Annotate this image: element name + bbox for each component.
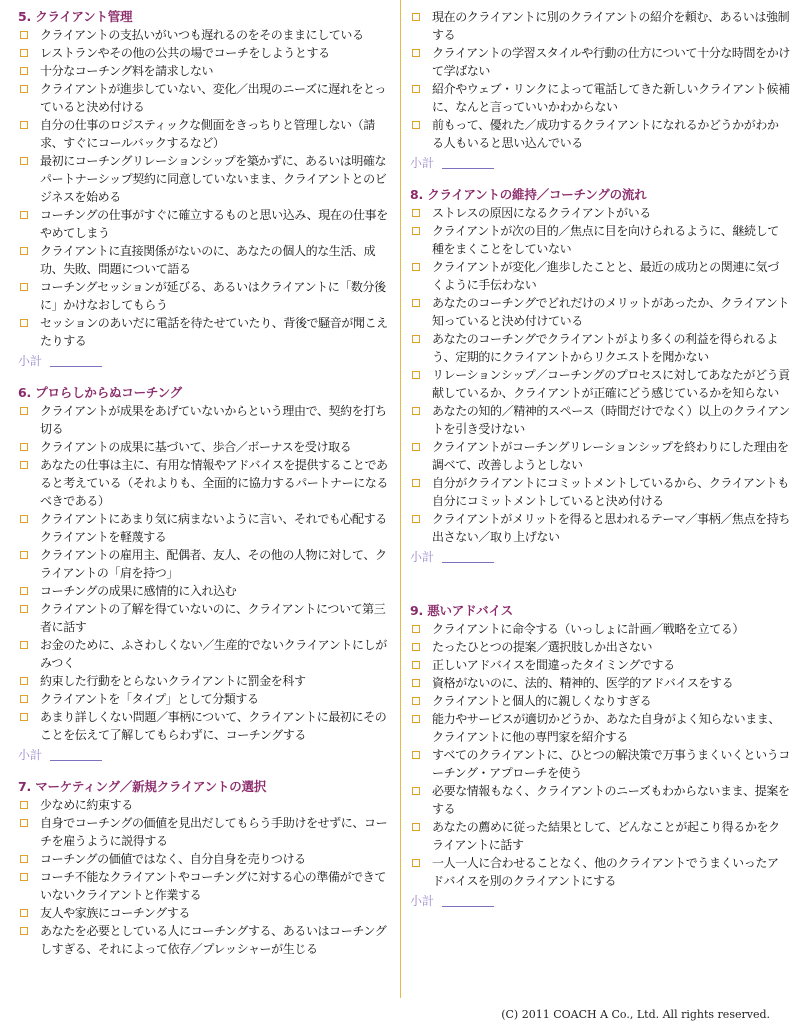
item-text: コーチ不能なクライアントやコーチングに対する心の準備ができていないクライアントと作業する (40, 870, 386, 902)
checklist-item (410, 80, 790, 116)
checklist (410, 620, 790, 890)
checkbox-icon[interactable] (412, 479, 420, 487)
checklist (18, 26, 396, 350)
item-text: コーチングの価値ではなく、自分自身を売りつける (40, 852, 306, 866)
checkbox-icon[interactable] (20, 461, 28, 469)
checkbox-icon[interactable] (20, 121, 28, 129)
checklist (410, 204, 790, 546)
checkbox-icon[interactable] (412, 625, 420, 633)
checkbox-icon[interactable] (20, 855, 28, 863)
checkbox-icon[interactable] (20, 927, 28, 935)
checklist-item (410, 44, 790, 80)
checkbox-icon[interactable] (20, 85, 28, 93)
subtotal-label: 小計 (18, 748, 43, 762)
item-text: クライアントと個人的に親しくなりすぎる (432, 694, 652, 708)
checklist-item (410, 638, 790, 656)
item-text: たったひとつの提案／選択肢しか出さない (432, 640, 653, 654)
section-8 (410, 186, 790, 566)
checkbox-icon[interactable] (412, 227, 420, 235)
section-title: 9. 悪いアドバイス (410, 603, 513, 618)
item-text: コーチングセッションが延びる、あるいはクライアントに「数分後に」かけなおしてもらう (40, 280, 386, 312)
item-text: 自分がクライアントにコミットメントしているから、クライアントも自分にコミットメントしていると決め付ける (432, 476, 789, 508)
item-text: クライアントが成果をあげていないからという理由で、契約を打ち切る (40, 404, 387, 436)
checkbox-icon[interactable] (412, 515, 420, 523)
checkbox-icon[interactable] (20, 695, 28, 703)
checklist-item (18, 672, 396, 690)
checkbox-icon[interactable] (412, 13, 420, 21)
checkbox-icon[interactable] (412, 443, 420, 451)
copyright: (C) 2011 COACH A Co., Ltd. All rights reserved. (501, 1008, 770, 1021)
subtotal-label: 小計 (410, 156, 435, 170)
checklist-item (410, 8, 790, 44)
item-text: コーチングの仕事がすぐに確立するものと思い込み、現在の仕事をやめてしまう (40, 208, 388, 240)
item-text: 十分なコーチング料を請求しない (40, 64, 214, 78)
checklist-item (18, 152, 396, 206)
subtotal-blank[interactable] (442, 168, 494, 169)
section-7-continued (410, 8, 790, 172)
section-title: 7. マーケティング／新規クライアントの選択 (18, 779, 267, 794)
item-text: あなたの薦めに従った結果として、どんなことが起こり得るかをクライアントに話す (432, 820, 780, 852)
subtotal-row (410, 892, 790, 910)
checkbox-icon[interactable] (20, 641, 28, 649)
checklist-item (18, 44, 396, 62)
checklist (18, 796, 396, 958)
checklist-item (410, 854, 790, 890)
checklist-item (410, 620, 790, 638)
item-text: クライアントの学習スタイルや行動の仕方について十分な時間をかけて学ばない (432, 46, 790, 78)
checklist-item (18, 402, 396, 438)
item-text: クライアントにあまり気に病まないように言い、それでも心配するクライアントを軽蔑する (40, 512, 387, 544)
checkbox-icon[interactable] (412, 715, 420, 723)
subtotal-row (18, 746, 396, 764)
subtotal-label: 小計 (410, 894, 435, 908)
subtotal-row (18, 352, 396, 370)
subtotal-blank[interactable] (50, 760, 102, 761)
section-5 (18, 8, 396, 370)
checklist-item (410, 510, 790, 546)
checklist (410, 8, 790, 152)
checklist-item (410, 818, 790, 854)
subtotal-label: 小計 (18, 354, 43, 368)
checklist-item (18, 814, 396, 850)
item-text: クライアントの支払いがいつも遅れるのをそのままにしている (40, 28, 364, 42)
checkbox-icon[interactable] (20, 443, 28, 451)
subtotal-label: 小計 (410, 550, 435, 564)
item-text: あなたのコーチングでクライアントがより多くの利益を得られるよう、定期的にクライアントからリクエストを聞かない (432, 332, 778, 364)
checkbox-icon[interactable] (412, 49, 420, 57)
checklist-item (18, 62, 396, 80)
checkbox-icon[interactable] (412, 209, 420, 217)
checklist-item (18, 546, 396, 582)
checklist-item (410, 330, 790, 366)
item-text: ストレスの原因になるクライアントがいる (432, 206, 651, 220)
section-title: 8. クライアントの維持／コーチングの流れ (410, 187, 647, 202)
item-text: クライアントが変化／進歩したことと、最近の成功との関連に気づくように手伝わない (432, 260, 779, 292)
checklist-item (18, 922, 396, 958)
checkbox-icon[interactable] (20, 247, 28, 255)
checkbox-icon[interactable] (20, 819, 28, 827)
checklist-item (18, 708, 396, 744)
item-text: すべてのクライアントに、ひとつの解決策で万事うまくいくというコーチング・アプローチを使う (432, 748, 790, 780)
checkbox-icon[interactable] (412, 859, 420, 867)
checklist-item (18, 636, 396, 672)
checkbox-icon[interactable] (412, 643, 420, 651)
left-column (18, 8, 396, 958)
checklist-item (410, 222, 790, 258)
checklist-item (18, 796, 396, 814)
checkbox-icon[interactable] (412, 371, 420, 379)
checklist-item (18, 206, 396, 242)
checkbox-icon[interactable] (20, 713, 28, 721)
item-text: 自分の仕事のロジスティックな側面をきっちりと管理しない（請求、すぐにコールバックするなど） (40, 118, 375, 150)
subtotal-blank[interactable] (50, 366, 102, 367)
checkbox-icon[interactable] (20, 49, 28, 57)
checklist-item (18, 116, 396, 152)
item-text: クライアントが次の目的／焦点に目を向けられるように、継続して種をまくことをしていない (432, 224, 779, 256)
checkbox-icon[interactable] (20, 283, 28, 291)
checkbox-icon[interactable] (412, 121, 420, 129)
checkbox-icon[interactable] (412, 787, 420, 795)
checklist-item (18, 242, 396, 278)
right-column (410, 8, 790, 910)
checkbox-icon[interactable] (412, 407, 420, 415)
checklist-item (410, 692, 790, 710)
checklist-item (18, 278, 396, 314)
checkbox-icon[interactable] (20, 551, 28, 559)
checkbox-icon[interactable] (412, 263, 420, 271)
checkbox-icon[interactable] (20, 319, 28, 327)
section-7 (18, 778, 396, 958)
checklist (18, 402, 396, 744)
subtotal-blank[interactable] (442, 562, 494, 563)
item-text: 自身でコーチングの価値を見出だしてもらう手助けをせずに、コーチを雇うように説得する (40, 816, 388, 848)
item-text: あなたの仕事は主に、有用な情報やアドバイスを提供することであると考えている（それよりも、全面的に協力するパートナーになるべきである） (40, 458, 389, 508)
checkbox-icon[interactable] (20, 873, 28, 881)
checklist-item (18, 456, 396, 510)
checkbox-icon[interactable] (20, 407, 28, 415)
checkbox-icon[interactable] (20, 587, 28, 595)
checkbox-icon[interactable] (20, 515, 28, 523)
item-text: 紹介やウェブ・リンクによって電話してきた新しいクライアント候補に、なんと言っていいかわからない (432, 82, 790, 114)
item-text: コーチングの成果に感情的に入れ込む (40, 584, 237, 598)
checklist-item (410, 674, 790, 692)
item-text: レストランやその他の公共の場でコーチをしようとする (40, 46, 330, 60)
item-text: 資格がないのに、法的、精神的、医学的アドバイスをする (432, 676, 734, 690)
checkbox-icon[interactable] (20, 157, 28, 165)
item-text: 最初にコーチングリレーションシップを築かずに、あるいは明確なパートナーシップ契約に同意していないまま、クライアントとのビジネスを始める (40, 154, 387, 204)
item-text: リレーションシップ／コーチングのプロセスに対してあなたがどう貢献しているか、クライアントが正確にどう感じているかを知らない (432, 368, 790, 400)
subtotal-row (410, 548, 790, 566)
item-text: 必要な情報もなく、クライアントのニーズもわからないまま、提案をする (432, 784, 790, 816)
checklist-item (18, 850, 396, 868)
checklist-item (18, 510, 396, 546)
checkbox-icon[interactable] (20, 677, 28, 685)
checklist-item (410, 402, 790, 438)
item-text: 正しいアドバイスを間違ったタイミングでする (432, 658, 675, 672)
subtotal-row (410, 154, 790, 172)
checkbox-icon[interactable] (20, 211, 28, 219)
item-text: 少なめに約束する (40, 798, 133, 812)
item-text: セッションのあいだに電話を待たせていたり、背後で騒音が聞こえたりする (40, 316, 388, 348)
checklist-item (410, 474, 790, 510)
checklist-item (18, 690, 396, 708)
item-text: お金のために、ふさわしくない／生産的でないクライアントにしがみつく (40, 638, 387, 670)
subtotal-blank[interactable] (442, 906, 494, 907)
item-text: クライアントに直接関係がないのに、あなたの個人的な生活、成功、失敗、問題について語る (40, 244, 376, 276)
checklist-item (410, 656, 790, 674)
checkbox-icon[interactable] (412, 85, 420, 93)
checkbox-icon[interactable] (20, 909, 28, 917)
checkbox-icon[interactable] (412, 661, 420, 669)
item-text: クライアントに命令する（いっしょに計画／戦略を立てる） (432, 622, 745, 636)
checklist-item (18, 868, 396, 904)
item-text: クライアントを「タイプ」として分類する (40, 692, 259, 706)
item-text: クライアントの了解を得ていないのに、クライアントについて第三者に話す (40, 602, 386, 634)
item-text: クライアントがメリットを得ると思われるテーマ／事柄／焦点を持ち出さない／取り上げない (432, 512, 790, 544)
checklist-item (410, 710, 790, 746)
checkbox-icon[interactable] (412, 823, 420, 831)
section-title: 5. クライアント管理 (18, 9, 133, 24)
checkbox-icon[interactable] (20, 31, 28, 39)
column-divider (400, 0, 401, 998)
item-text: クライアントの成果に基づいて、歩合／ボーナスを受け取る (40, 440, 352, 454)
item-text: あなたを必要としている人にコーチングする、あるいはコーチングしすぎる、それによって依存／プレッシャーが生じる (40, 924, 387, 956)
checkbox-icon[interactable] (412, 679, 420, 687)
checkbox-icon[interactable] (20, 67, 28, 75)
checklist-item (18, 582, 396, 600)
checklist-item (410, 746, 790, 782)
checklist-item (410, 782, 790, 818)
checklist-item (18, 600, 396, 636)
item-text: クライアントが進歩していない、変化／出現のニーズに遅れをとっていると決め付ける (40, 82, 386, 114)
checklist-item (18, 26, 396, 44)
item-text: 一人一人に合わせることなく、他のクライアントでうまくいったアドバイスを別のクライアントにする (432, 856, 779, 888)
checklist-item (18, 438, 396, 456)
item-text: 前もって、優れた／成功するクライアントになれるかどうかがわかる人もいると思い込んでいる (432, 118, 779, 150)
section-title: 6. プロらしからぬコーチング (18, 385, 182, 400)
item-text: クライアントの雇用主、配偶者、友人、その他の人物に対して、クライアントの「肩を持つ」 (40, 548, 387, 580)
item-text: 約束した行動をとらないクライアントに罰金を科す (40, 674, 306, 688)
item-text: あなたのコーチングでどれだけのメリットがあったか、クライアント知っていると決め付けている (432, 296, 789, 328)
item-text: 現在のクライアントに別のクライアントの紹介を頼む、あるいは強制する (432, 10, 790, 42)
checkbox-icon[interactable] (412, 335, 420, 343)
item-text: クライアントがコーチングリレーションシップを終わりにした理由を調べて、改善しようとしない (432, 440, 789, 472)
checklist-item (18, 904, 396, 922)
item-text: 友人や家族にコーチングする (40, 906, 190, 920)
checkbox-icon[interactable] (20, 801, 28, 809)
checklist-item (410, 204, 790, 222)
checklist-item (18, 80, 396, 116)
checklist-item (18, 314, 396, 350)
checkbox-icon[interactable] (412, 751, 420, 759)
item-text: あまり詳しくない問題／事柄について、クライアントに最初にそのことを伝えて了解してもらわずに、コーチングする (40, 710, 387, 742)
item-text: あなたの知的／精神的スペース（時間だけでなく）以上のクライアントを引き受けない (432, 404, 790, 436)
checklist-item (410, 438, 790, 474)
checklist-item (410, 366, 790, 402)
checklist-item (410, 294, 790, 330)
checkbox-icon[interactable] (412, 299, 420, 307)
checklist-item (410, 116, 790, 152)
checkbox-icon[interactable] (20, 605, 28, 613)
section-9 (410, 602, 790, 910)
item-text: 能力やサービスが適切かどうか、あなた自身がよく知らないまま、クライアントに他の専門家を紹介する (432, 712, 781, 744)
checkbox-icon[interactable] (412, 697, 420, 705)
section-6 (18, 384, 396, 764)
checklist-item (410, 258, 790, 294)
